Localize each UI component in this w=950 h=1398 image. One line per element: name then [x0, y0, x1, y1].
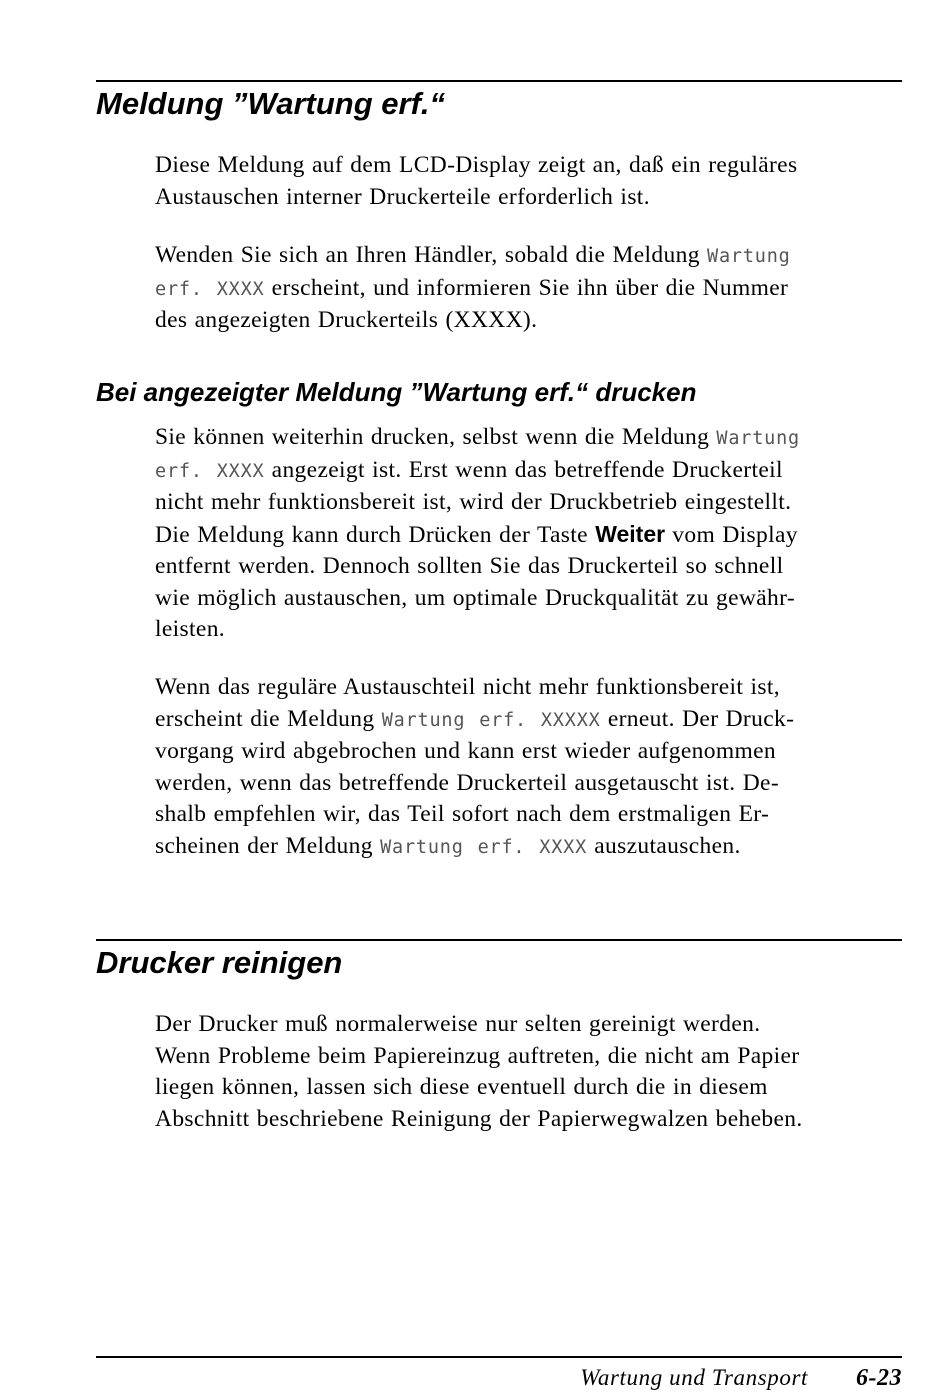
text-line: entfernt werden. Dennoch sollten Sie das Druckerteil so schnell	[155, 553, 784, 579]
text-line: Wenn das reguläre Austauschteil nicht mehr funktionsbereit ist,	[155, 674, 780, 700]
footer-divider	[96, 1356, 902, 1358]
text-line	[155, 240, 915, 273]
text-segment: erscheint die Meldung	[155, 705, 382, 732]
subsection-title-drucken: Bei angezeigter Meldung ”Wartung erf.“ drucken	[96, 377, 697, 407]
paragraph-wartung-intro	[155, 150, 915, 213]
text-segment: scheinen der Meldung	[155, 832, 381, 859]
footer-chapter-title: Wartung und Transport	[580, 1365, 808, 1390]
text-segment: Wenden Sie sich an Ihren Händler, sobald die Meldung	[155, 242, 708, 268]
text-segment: erscheint, und informieren Sie ihn über die Nummer	[264, 274, 789, 301]
text-segment: erneut. Der Druck-	[600, 705, 795, 732]
text-line: leisten.	[155, 616, 226, 642]
paragraph-austauschteil	[155, 672, 915, 863]
text-line: shalb empfehlen wir, das Teil sofort nach dem erstmaligen Er-	[155, 801, 770, 827]
text-line: Diese Meldung auf dem LCD-Display zeigt an, daß ein reguläres	[155, 152, 798, 178]
text-line: werden, wenn das betreffende Druckerteil ausgetauscht ist. De-	[155, 769, 780, 796]
section-divider-reinigen	[96, 939, 902, 941]
lcd-message: erf. XXXX	[155, 460, 265, 482]
text-line	[155, 831, 915, 864]
section-title-reinigen: Drucker reinigen	[96, 945, 343, 980]
text-line: Der Drucker muß normalerweise nur selten gereinigt werden.	[155, 1011, 761, 1037]
lcd-message: Wartung erf. XXXX	[380, 836, 588, 858]
text-line	[155, 455, 915, 488]
page-number: 6-23	[856, 1365, 902, 1391]
text-line: liegen können, lassen sich diese eventuell durch die in diesem	[155, 1074, 768, 1100]
text-line	[155, 704, 915, 737]
section-title-wartung: Meldung ”Wartung erf.“	[96, 86, 446, 121]
lcd-message: erf. XXXX	[155, 278, 265, 300]
text-line: nicht mehr funktionsbereit ist, wird der Druckbetrieb eingestellt.	[155, 489, 792, 515]
text-line: wie möglich austauschen, um optimale Druckqualität zu gewähr-	[155, 584, 795, 611]
lcd-message: Wartung erf. XXXXX	[381, 709, 601, 731]
paragraph-reinigen	[155, 1009, 915, 1135]
text-segment: Die Meldung kann durch Drücken der Taste	[155, 521, 596, 548]
text-segment: vom Display	[665, 521, 798, 548]
section-divider-top	[96, 80, 902, 82]
weiter-key-label: Weiter	[595, 520, 666, 547]
text-line: Austauschen interner Druckerteile erforderlich ist.	[155, 183, 650, 210]
text-line	[155, 273, 915, 306]
text-line: des angezeigten Druckerteils (XXXX).	[155, 307, 538, 333]
text-line: vorgang wird abgebrochen und kann erst wieder aufgenommen	[155, 738, 777, 764]
text-line	[155, 422, 915, 455]
paragraph-weiter-drucken	[155, 422, 915, 646]
text-segment: auszutauschen.	[587, 832, 741, 859]
text-line	[155, 519, 915, 552]
paragraph-haendler	[155, 240, 915, 337]
text-segment: Sie können weiterhin drucken, selbst wenn die Meldung	[155, 424, 717, 450]
text-line: Abschnitt beschriebene Reinigung der Papierwegwalzen beheben.	[155, 1105, 803, 1132]
text-line: Wenn Probleme beim Papiereinzug auftreten, die nicht am Papier	[155, 1042, 800, 1069]
lcd-message: Wartung	[716, 428, 800, 449]
text-segment: angezeigt ist. Erst wenn das betreffende Druckerteil	[264, 456, 783, 483]
lcd-message: Wartung	[707, 246, 791, 267]
